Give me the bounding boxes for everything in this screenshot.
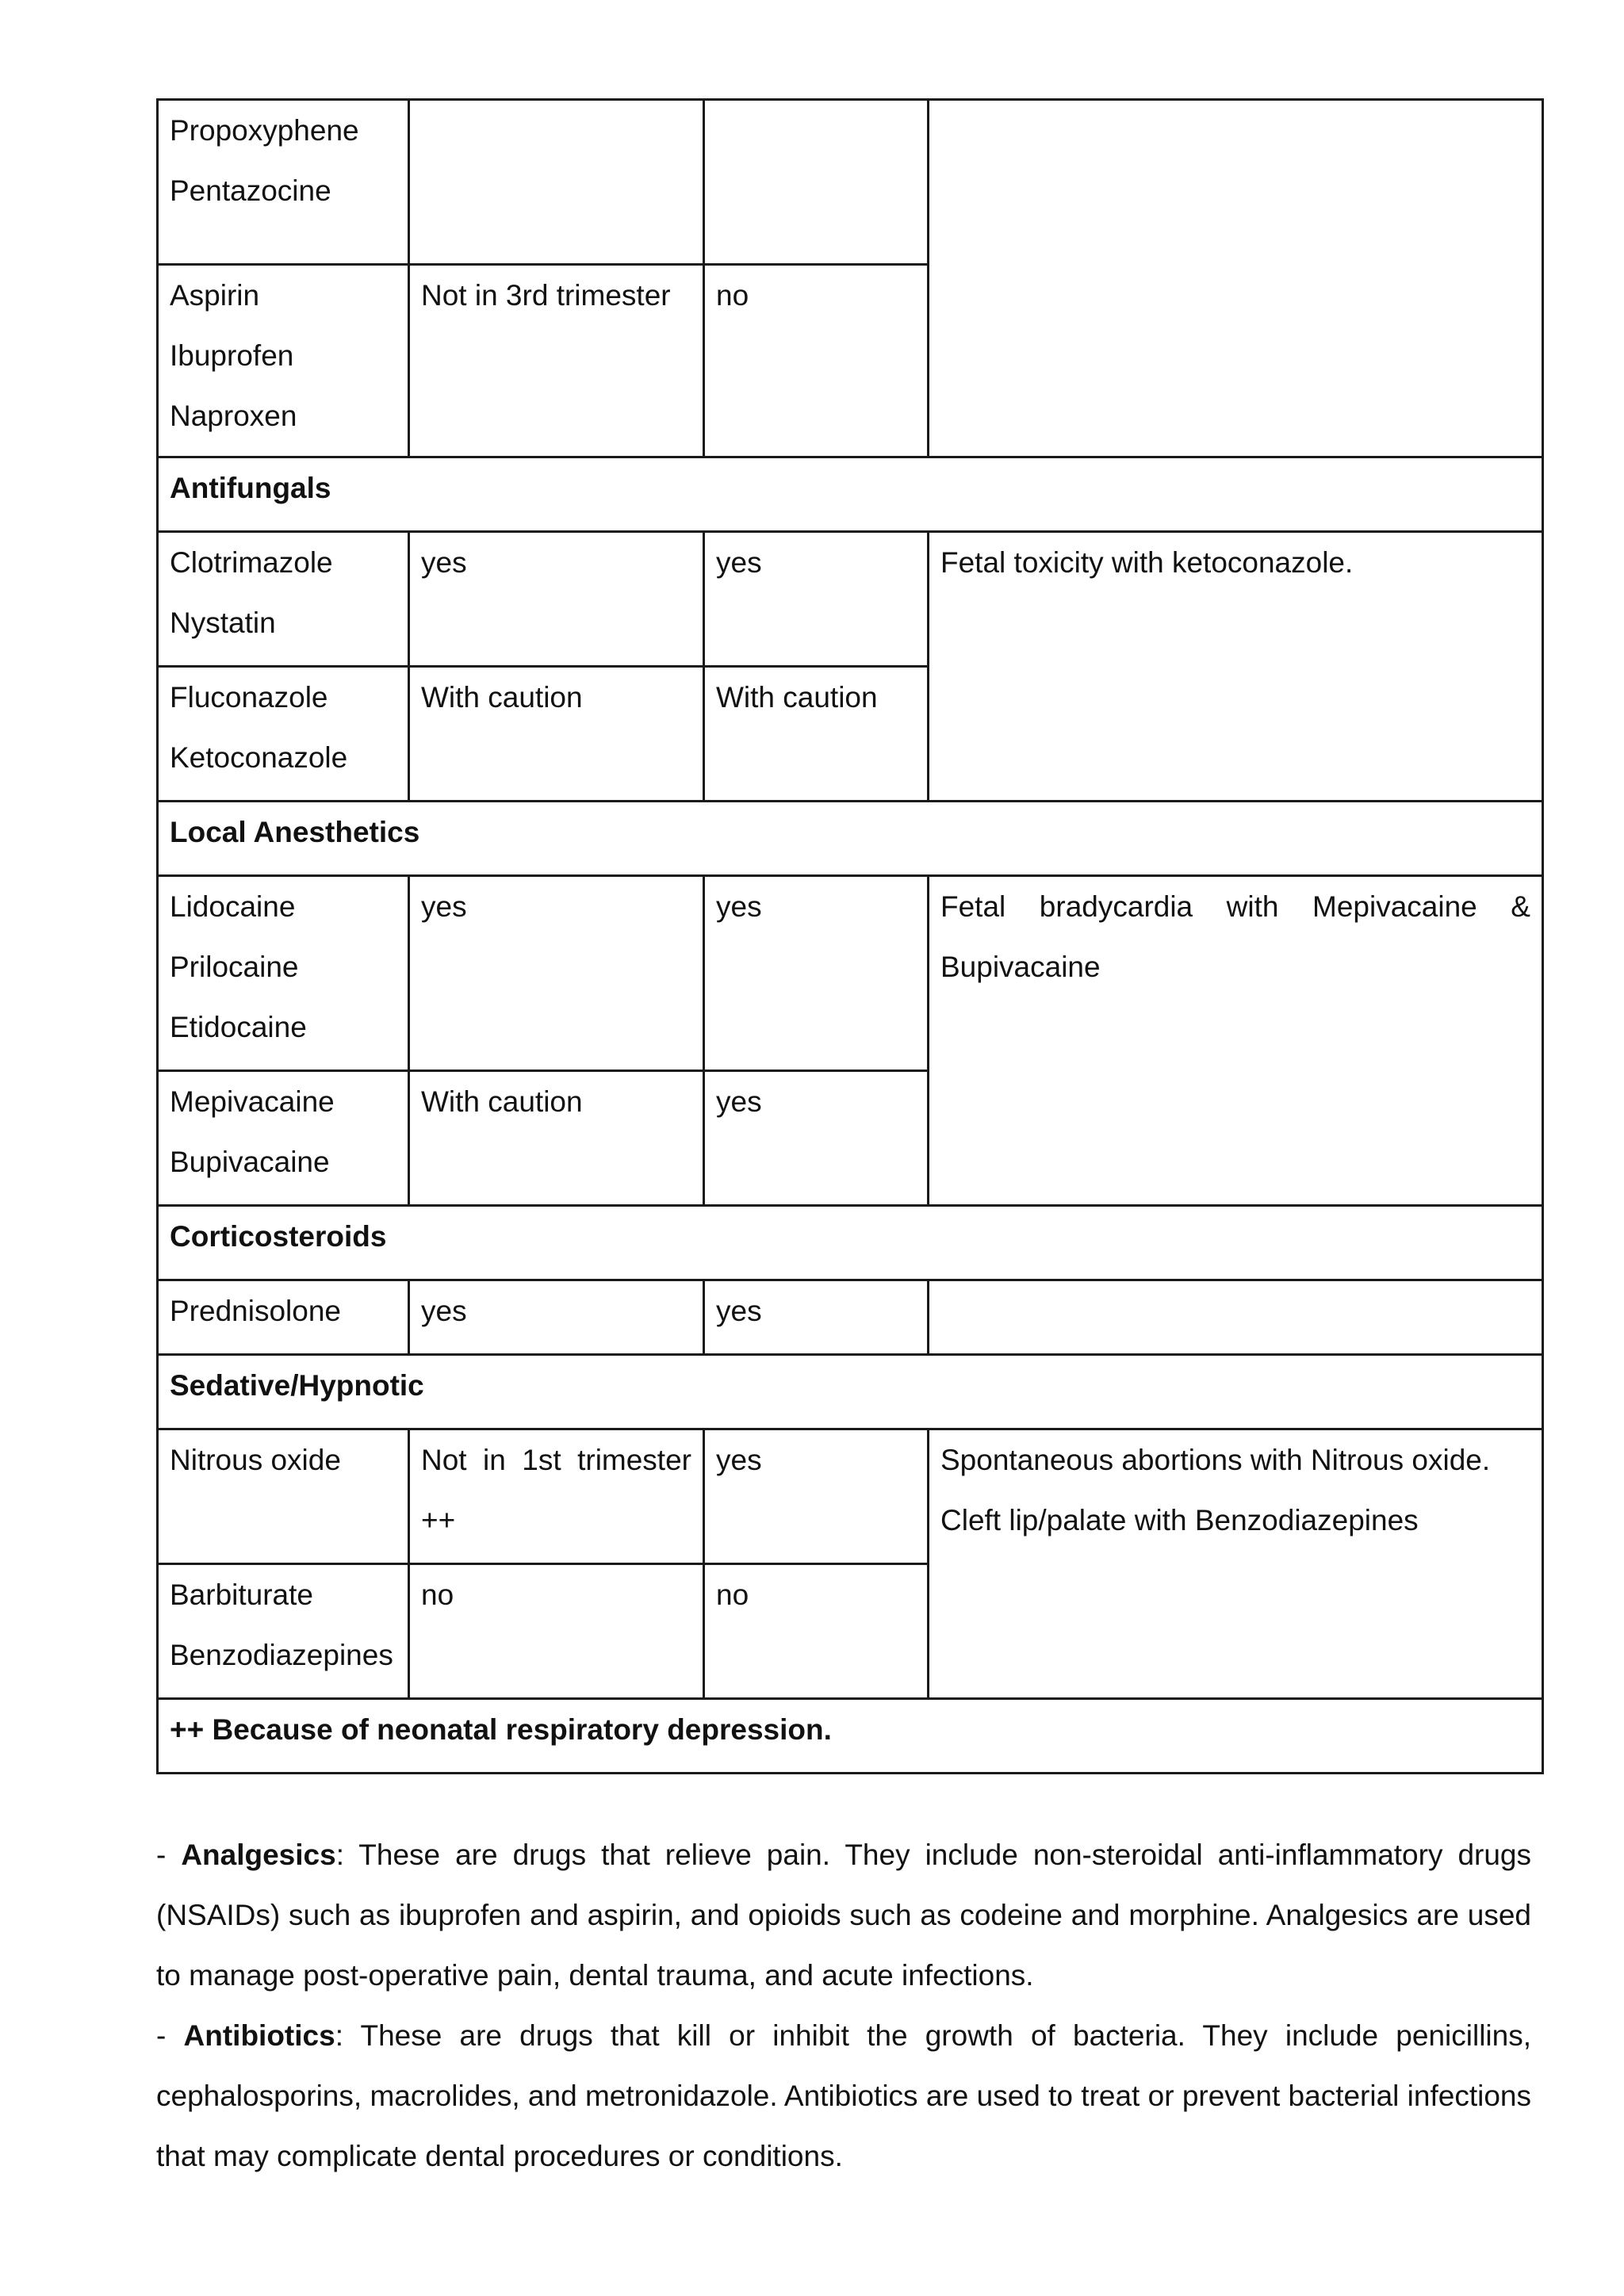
lactation-cell: yes (704, 532, 929, 667)
drug-name-cell (158, 265, 409, 457)
pregnancy-cell: With caution (409, 667, 704, 802)
drug-name: Clotrimazole (170, 546, 333, 579)
lactation-cell: yes (704, 1429, 929, 1564)
body-text (156, 1825, 1531, 2187)
term-antibiotics: Antibiotics (183, 2019, 335, 2052)
drug-name-cell (158, 532, 409, 667)
drug-name: Nitrous oxide (170, 1444, 341, 1476)
paragraph-analgesics (156, 1825, 1531, 2006)
note-line: Spontaneous abortions with Nitrous oxide. (940, 1444, 1491, 1476)
pregnancy-cell: With caution (409, 1071, 704, 1206)
section-title: Local Anesthetics (158, 802, 1543, 876)
lactation-cell (704, 100, 929, 265)
drug-name: Propoxyphene (170, 114, 359, 147)
lactation-cell: yes (704, 876, 929, 1071)
note-line: Fetal toxicity with ketoconazole. (940, 546, 1354, 579)
drug-name-cell (158, 1071, 409, 1206)
note-cell (929, 1280, 1543, 1355)
note-cell (929, 876, 1543, 1206)
paragraph-text: : These are drugs that relieve pain. They include non-steroidal anti-inflammatory drugs (NSAIDs) such as ibuprofen and aspirin, and opioids such as codeine and morphine. Analgesics are used to manage post-operative pain, dental trauma, and acute infections. (156, 1839, 1531, 1992)
drug-name: Ketoconazole (170, 741, 348, 774)
pregnancy-cell: Not in 3rd trimester (409, 265, 704, 457)
lactation-cell: no (704, 265, 929, 457)
drug-name: Bupivacaine (170, 1146, 330, 1178)
drug-name-cell (158, 1429, 409, 1564)
term-analgesics: Analgesics (181, 1839, 336, 1871)
drug-name-cell (158, 667, 409, 802)
table-row (158, 876, 1543, 1071)
section-row (158, 1355, 1543, 1429)
bullet-prefix: - (156, 1839, 182, 1871)
table-row (158, 1429, 1543, 1564)
drug-name: Prilocaine (170, 951, 299, 983)
drug-name-cell (158, 876, 409, 1071)
drug-name: Etidocaine (170, 1011, 307, 1043)
table-row (158, 100, 1543, 265)
section-row (158, 802, 1543, 876)
note-cell (929, 1429, 1543, 1699)
note-line: Cleft lip/palate with Benzodiazepines (940, 1504, 1419, 1536)
drug-safety-table (156, 98, 1544, 1774)
drug-name: Fluconazole (170, 681, 328, 714)
section-title: Antifungals (158, 457, 1543, 532)
table-row (158, 1280, 1543, 1355)
drug-name: Mepivacaine (170, 1085, 335, 1118)
drug-name-cell (158, 100, 409, 265)
note-cell (929, 532, 1543, 802)
drug-name: Lidocaine (170, 890, 296, 923)
drug-name: Ibuprofen (170, 339, 294, 372)
pregnancy-line: ++ (421, 1504, 456, 1536)
drug-name: Aspirin (170, 279, 260, 312)
lactation-cell: yes (704, 1071, 929, 1206)
pregnancy-cell (409, 100, 704, 265)
bullet-prefix: - (156, 2019, 184, 2052)
drug-name: Pentazocine (170, 174, 331, 207)
drug-name: Nystatin (170, 607, 276, 639)
drug-name: Barbiturate (170, 1578, 313, 1611)
paragraph-antibiotics (156, 2006, 1531, 2187)
drug-name: Prednisolone (170, 1295, 341, 1327)
pregnancy-cell: no (409, 1564, 704, 1699)
drug-name-cell (158, 1280, 409, 1355)
note-line: Bupivacaine (940, 951, 1101, 983)
section-row (158, 1206, 1543, 1280)
section-title: Corticosteroids (158, 1206, 1543, 1280)
lactation-cell: yes (704, 1280, 929, 1355)
footnote-row (158, 1699, 1543, 1774)
drug-name-cell (158, 1564, 409, 1699)
pregnancy-line: Not in 1st trimester (421, 1444, 691, 1476)
lactation-cell: no (704, 1564, 929, 1699)
table-footnote: ++ Because of neonatal respiratory depression. (158, 1699, 1543, 1774)
lactation-cell: With caution (704, 667, 929, 802)
pregnancy-cell: yes (409, 876, 704, 1071)
section-row (158, 457, 1543, 532)
paragraph-text: : These are drugs that kill or inhibit the growth of bacteria. They include penicillins, cephalosporins, macrolides, and metronidazole. Antibiotics are used to treat or prevent bacterial infections that may complicate dental procedures or conditions. (156, 2019, 1531, 2172)
note-cell (929, 100, 1543, 457)
table-row (158, 532, 1543, 667)
pregnancy-cell (409, 1429, 704, 1564)
note-line: Fetal bradycardia with Mepivacaine & (940, 890, 1530, 923)
drug-name: Naproxen (170, 400, 297, 432)
drug-name: Benzodiazepines (170, 1639, 393, 1671)
pregnancy-cell: yes (409, 532, 704, 667)
pregnancy-cell: yes (409, 1280, 704, 1355)
section-title: Sedative/Hypnotic (158, 1355, 1543, 1429)
